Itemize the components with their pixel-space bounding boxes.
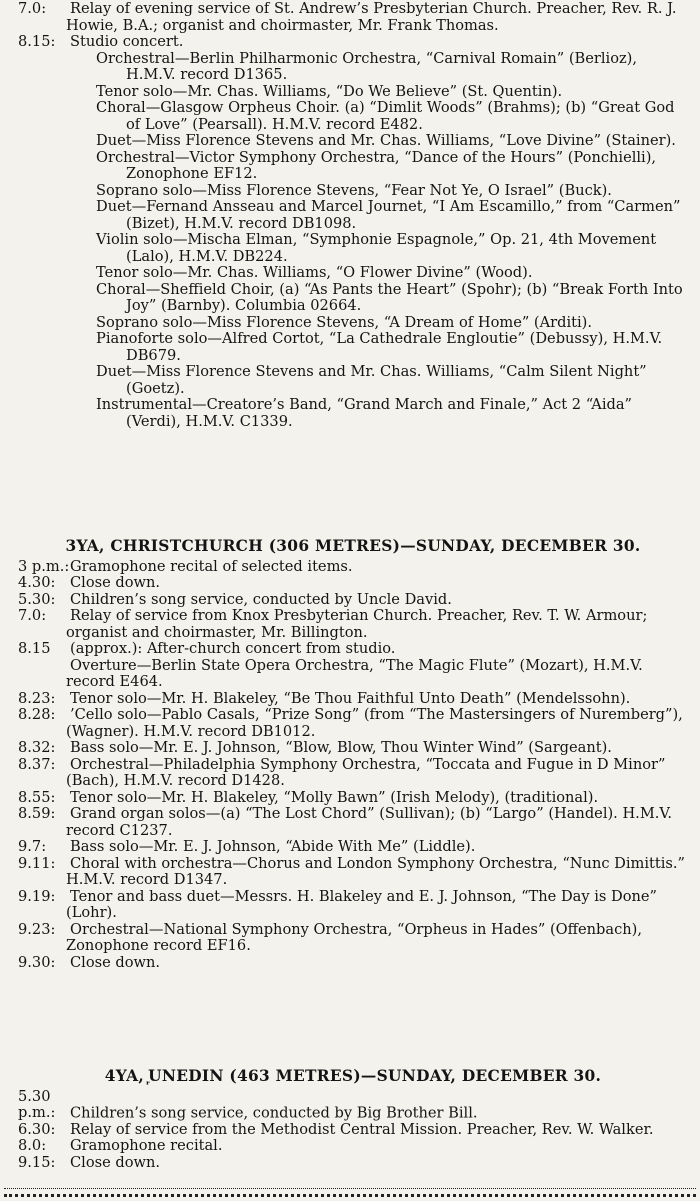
- program-entry: [18, 608, 688, 641]
- program-entry: [18, 790, 688, 807]
- station-heading: 3YA, CHRISTCHURCH (306 METRES)—SUNDAY, DECEMBER 30.: [65, 537, 641, 555]
- concert-item: Orchestral—Victor Symphony Orchestra, “Dance of the Hours” (Ponchielli), Zonophone EF12.: [96, 148, 657, 182]
- entry-text: Tenor solo—Mr. H. Blakeley, “Be Thou Faithful Unto Death” (Mendelssohn).: [70, 689, 631, 707]
- bottom-rule: [4, 1188, 696, 1197]
- program-entry: [18, 1155, 688, 1172]
- entry-time: 9.15:: [18, 1153, 56, 1171]
- concert-item: Instrumental—Creatore’s Band, “Grand March and Finale,” Act 2 “Aida” (Verdi), H.M.V. C1339.: [96, 396, 632, 430]
- entry-text: Relay of service from the Methodist Central Mission. Preacher, Rev. W. Walker.: [70, 1120, 654, 1138]
- program-entry: [18, 1138, 688, 1155]
- entry-time: 9.7:: [18, 838, 47, 855]
- program-entry: [18, 1, 688, 34]
- entry-text: Tenor and bass duet—Messrs. H. Blakeley and E. J. Johnson, “The Day is Done” (Lohr).: [66, 887, 658, 921]
- program-entry: [18, 839, 688, 856]
- concert-item: Duet—Fernand Ansseau and Marcel Journet, “I Am Escamillo,” from “Carmen” (Bizet), H.M.V. record DB1098.: [96, 198, 681, 232]
- entry-time: 6.30:: [18, 1120, 56, 1138]
- entry-text: (approx.): After-church concert from studio.: [70, 640, 396, 657]
- program-entry: [18, 955, 688, 972]
- entry-text: Children’s song service, conducted by Big Brother Bill.: [70, 1104, 478, 1121]
- entry-text: Relay of evening service of St. Andrew’s Presbyterian Church. Preacher, Rev. R. J. Howie, B.A.; organist and choirmaster, Mr. Frank Thomas.: [66, 0, 677, 34]
- entry-time: 5.30:: [18, 590, 56, 608]
- concert-item: Choral—Glasgow Orpheus Choir. (a) “Dimlit Woods” (Brahms); (b) “Great God of Love” (Pearsall). H.M.V. record E482.: [96, 99, 675, 133]
- section-4ya-dunedin: [18, 1059, 688, 1171]
- entry-time: 9.11:: [18, 854, 56, 872]
- entry-text: ’Cello solo—Pablo Casals, “Prize Song” (from “The Mastersingers of Nuremberg”), (Wagner). H.M.V. record DB1012.: [66, 706, 683, 740]
- concert-item: Tenor solo—Mr. Chas. Williams, “O Flower Divine” (Wood).: [96, 264, 533, 281]
- concert-item: Soprano solo—Miss Florence Stevens, “A Dream of Home” (Arditi).: [96, 313, 593, 331]
- entry-text: Children’s song service, conducted by Uncle David.: [70, 590, 452, 608]
- entry-time: 4.30:: [18, 574, 56, 591]
- concert-item: Tenor solo—Mr. Chas. Williams, “Do We Believe” (St. Quentin).: [96, 82, 563, 100]
- program-entry: [18, 806, 688, 839]
- entry-text: Overture—Berlin State Opera Orchestra, “The Magic Flute” (Mozart), H.M.V. record E464.: [66, 656, 643, 690]
- entry-text: Orchestral—National Symphony Orchestra, “Orpheus in Hades” (Offenbach), Zonophone record EF16.: [66, 920, 642, 954]
- program-entry: [18, 1122, 688, 1139]
- entry-time: 8.59:: [18, 805, 56, 822]
- entry-text: Gramophone recital of selected items.: [70, 557, 353, 575]
- section-2ya-continued: [18, 1, 688, 430]
- program-entry: [18, 691, 688, 708]
- entry-text: Orchestral—Philadelphia Symphony Orchestra, “Toccata and Fugue in D Minor” (Bach), H.M.V. record D1428.: [66, 755, 666, 789]
- entry-time: 8.37:: [18, 755, 56, 773]
- entry-text: Close down.: [70, 953, 161, 971]
- concert-item: Soprano solo—Miss Florence Stevens, “Fear Not Ye, O Israel” (Buck).: [96, 181, 612, 199]
- entry-text: Close down.: [70, 574, 161, 591]
- entry-time: 9.30:: [18, 953, 56, 971]
- entry-text: Close down.: [70, 1153, 161, 1171]
- concert-item: Pianoforte solo—Alfred Cortot, “La Cathedrale Engloutie” (Debussy), H.M.V. DB679.: [96, 330, 663, 364]
- program-entry: [18, 757, 688, 790]
- entry-text: Relay of service from Knox Presbyterian Church. Preacher, Rev. T. W. Armour; organist and choirmaster, Mr. Billington.: [66, 607, 648, 641]
- concert-item: Duet—Miss Florence Stevens and Mr. Chas. Williams, “Calm Silent Night” (Goetz).: [96, 363, 647, 397]
- program-entry: [18, 592, 688, 609]
- entry-time: 8.23:: [18, 689, 56, 707]
- concert-item: Choral—Sheffield Choir, (a) “As Pants the Heart” (Spohr); (b) “Break Forth Into Joy” (Barnby). Columbia 02664.: [96, 280, 683, 314]
- entry-text: Choral with orchestra—Chorus and London Symphony Orchestra, “Nunc Dimittis.” H.M.V. record D1347.: [66, 854, 686, 888]
- concert-item: Duet—Miss Florence Stevens and Mr. Chas. Williams, “Love Divine” (Stainer).: [96, 132, 676, 149]
- program-entry: [18, 575, 688, 592]
- program-entry: [18, 658, 688, 691]
- entry-text: Studio concert.: [70, 33, 184, 50]
- program-entry: [18, 34, 688, 51]
- entry-time: 7.0:: [18, 0, 47, 17]
- program-entry: [18, 740, 688, 757]
- entry-time: 7.0:: [18, 607, 47, 624]
- program-entry: [18, 922, 688, 955]
- program-entry: [18, 1089, 688, 1122]
- program-entry: [18, 856, 688, 889]
- entry-time: 8.0:: [18, 1137, 47, 1154]
- entry-text: Gramophone recital.: [70, 1137, 223, 1154]
- station-heading: 4YA, ᷊UNEDIN (463 METRES)—SUNDAY, DECEMBER 30.: [104, 1067, 602, 1085]
- program-entry: [18, 889, 688, 922]
- concert-item: Orchestral—Berlin Philharmonic Orchestra, “Carnival Romain” (Berlioz), H.M.V. record D1365.: [96, 49, 638, 83]
- entry-text: Bass solo—Mr. E. J. Johnson, “Blow, Blow, Thou Winter Wind” (Sargeant).: [70, 739, 612, 756]
- entry-time: 8.55:: [18, 788, 56, 806]
- entry-time: 8.15:: [18, 33, 56, 50]
- entry-time: 3 p.m.:: [18, 557, 70, 575]
- program-entry: [18, 641, 688, 658]
- entry-text: Grand organ solos—(a) “The Lost Chord” (Sullivan); (b) “Largo” (Handel). H.M.V. record C1237.: [66, 805, 673, 839]
- entry-time: 9.19:: [18, 887, 56, 905]
- entry-time: 8.32:: [18, 739, 56, 756]
- entry-time: 5.30 p.m.:: [18, 1087, 56, 1121]
- entry-text: Tenor solo—Mr. H. Blakeley, “Molly Bawn” (Irish Melody), (traditional).: [70, 788, 599, 806]
- entry-time: 8.15: [18, 640, 51, 657]
- entry-text: Bass solo—Mr. E. J. Johnson, “Abide With Me” (Liddle).: [70, 838, 476, 855]
- entry-time: 8.28:: [18, 706, 56, 723]
- concert-item: Violin solo—Mischa Elman, “Symphonie Espagnole,” Op. 21, 4th Movement (Lalo), H.M.V. DB224.: [96, 231, 657, 265]
- entry-time: 9.23:: [18, 920, 56, 938]
- program-entry: [18, 707, 688, 740]
- program-entry: [18, 559, 688, 576]
- section-3ya-christchurch: [18, 529, 688, 971]
